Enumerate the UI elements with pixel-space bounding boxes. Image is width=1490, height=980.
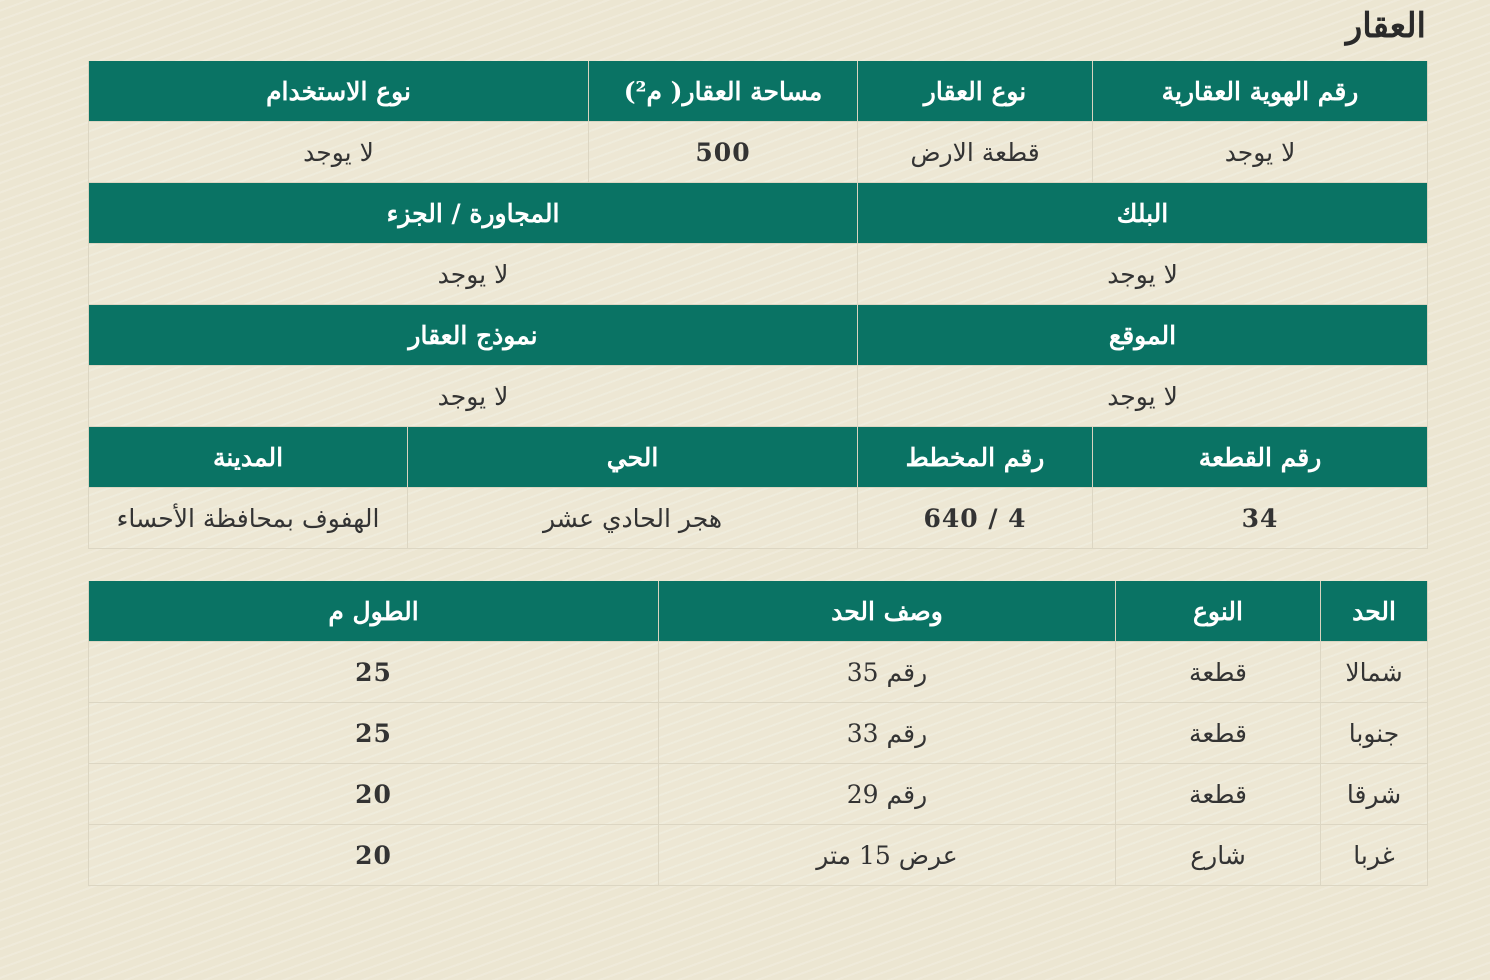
boundary-direction: غربا [1321,825,1428,886]
value-block: لا يوجد [858,244,1428,305]
header-plot-number: رقم القطعة [1093,427,1428,488]
header-block: البلك [858,183,1428,244]
value-city: الهفوف بمحافظة الأحساء [89,488,408,549]
boundary-description: رقم 29 [659,764,1116,825]
header-property-area: مساحة العقار( م²) [589,61,858,122]
boundary-description: عرض 15 متر [659,825,1116,886]
property-boundaries-table [88,581,1428,886]
header-property-id: رقم الهوية العقارية [1093,61,1428,122]
boundary-length: 20 [89,825,659,886]
info-header-row-1 [89,61,1428,122]
boundary-length: 25 [89,703,659,764]
header-boundary-description: وصف الحد [659,581,1116,642]
info-value-row-2 [89,244,1428,305]
info-header-row-3 [89,305,1428,366]
header-property-type: نوع العقار [858,61,1093,122]
boundary-description: رقم 33 [659,703,1116,764]
boundary-type: قطعة [1116,703,1321,764]
info-value-row-4 [89,488,1428,549]
value-property-type: قطعة الارض [858,122,1093,183]
boundary-type: قطعة [1116,764,1321,825]
boundary-length: 25 [89,642,659,703]
table-row [89,764,1428,825]
value-property-model: لا يوجد [89,366,858,427]
value-neighborhood-part: لا يوجد [89,244,858,305]
value-plot-number: 34 [1093,488,1428,549]
page-title: العقار [1345,6,1426,46]
info-value-row-3 [89,366,1428,427]
header-boundary: الحد [1321,581,1428,642]
header-city: المدينة [89,427,408,488]
header-district: الحي [408,427,858,488]
boundary-length: 20 [89,764,659,825]
boundary-type: شارع [1116,825,1321,886]
table-row [89,642,1428,703]
header-boundary-length: الطول م [89,581,659,642]
header-boundary-type: النوع [1116,581,1321,642]
header-location: الموقع [858,305,1428,366]
bounds-header-row [89,581,1428,642]
property-info-table [88,61,1428,549]
header-property-model: نموذج العقار [89,305,858,366]
info-header-row-2 [89,183,1428,244]
info-header-row-4 [89,427,1428,488]
value-location: لا يوجد [858,366,1428,427]
info-value-row-1 [89,122,1428,183]
header-usage-type: نوع الاستخدام [89,61,589,122]
value-plan-number: 640 / 4 [858,488,1093,549]
table-row [89,825,1428,886]
boundary-type: قطعة [1116,642,1321,703]
table-row [89,703,1428,764]
boundary-direction: جنوبا [1321,703,1428,764]
boundary-direction: شرقا [1321,764,1428,825]
boundary-direction: شمالا [1321,642,1428,703]
value-usage-type: لا يوجد [89,122,589,183]
value-property-area: 500 [589,122,858,183]
value-property-id: لا يوجد [1093,122,1428,183]
boundary-description: رقم 35 [659,642,1116,703]
header-neighborhood-part: المجاورة / الجزء [89,183,858,244]
value-district: هجر الحادي عشر [408,488,858,549]
header-plan-number: رقم المخطط [858,427,1093,488]
